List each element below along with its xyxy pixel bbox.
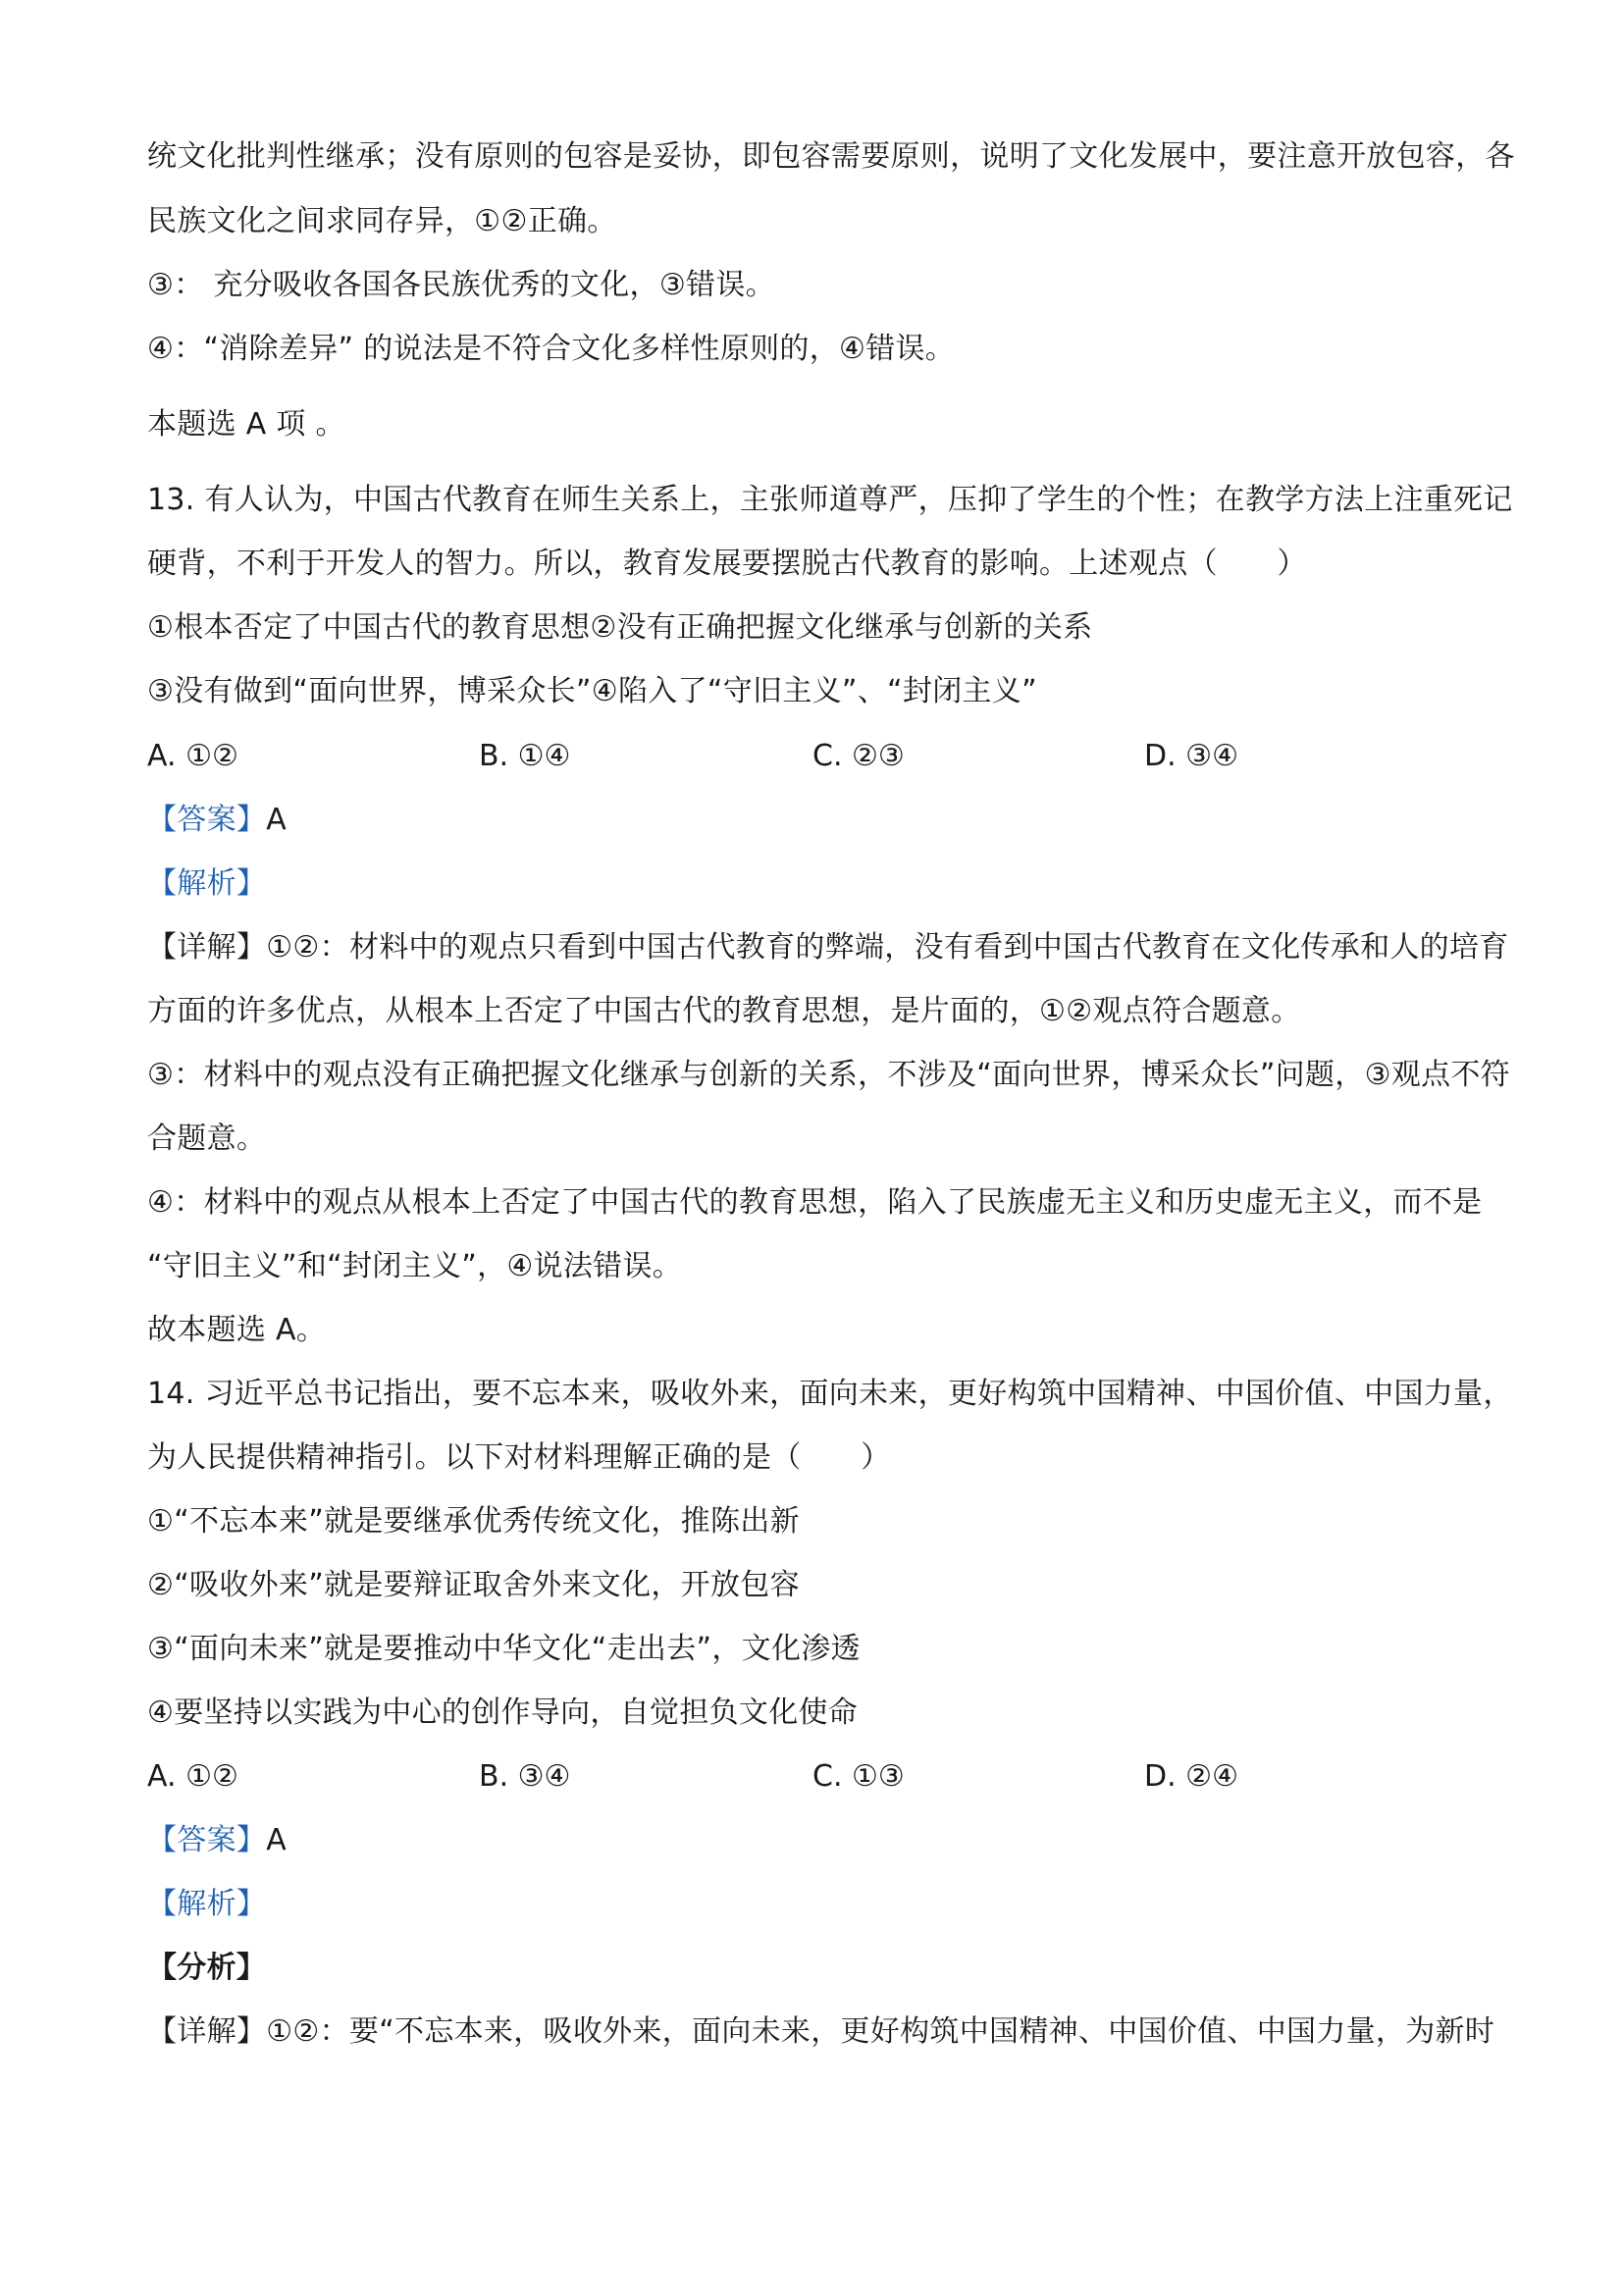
detail-line: 【详解】①②：要“不忘本来，吸收外来，面向未来，更好构筑中国精神、中国价值、中国力量，为新时	[147, 2014, 1495, 2049]
statement-line: ①根本否定了中国古代的教育思想②没有正确把握文化继承与创新的关系	[147, 610, 1093, 645]
answer-tag: 【答案】	[147, 1823, 267, 1857]
question-13-stem: 硬背，不利于开发人的智力。所以，教育发展要摆脱古代教育的影响。上述观点（ ）	[147, 547, 1307, 581]
text-line: 统文化批判性继承；没有原则的包容是妥协，即包容需要原则，说明了文化发展中，要注意开放包容，各	[147, 139, 1515, 174]
text-line: ④：“消除差异” 的说法是不符合文化多样性原则的，④错误。	[147, 332, 956, 366]
detail-line: 【详解】①②：材料中的观点只看到中国古代教育的弊端，没有看到中国古代教育在文化传承和人的培育	[147, 930, 1509, 965]
fenxi-tag: 【分析】	[147, 1951, 267, 1985]
statement-line: ③没有做到“面向世界，博采众长”④陷入了“守旧主义”、“封闭主义”	[147, 674, 1037, 708]
option-a: A. ①②	[147, 739, 238, 773]
statement-line: ③“面向未来”就是要推动中华文化“走出去”，文化渗透	[147, 1632, 861, 1666]
option-a: A. ①②	[147, 1759, 238, 1794]
option-d: D. ③④	[1144, 739, 1238, 773]
statement-line: ②“吸收外来”就是要辩证取舍外来文化，开放包容	[147, 1568, 800, 1602]
answer-line	[147, 1821, 1521, 1860]
answer-value: A	[266, 1823, 288, 1857]
option-c: C. ①③	[812, 1759, 905, 1794]
question-14-stem: 14. 习近平总书记指出，要不忘本来，吸收外来，面向未来，更好构筑中国精神、中国价值、中国力量，	[147, 1377, 1513, 1411]
detail-line: 合题意。	[147, 1122, 267, 1156]
answer-line	[147, 801, 1521, 840]
option-d: D. ②④	[1144, 1759, 1238, 1794]
option-b: B. ③④	[479, 1759, 571, 1794]
detail-line: ③：材料中的观点没有正确把握文化继承与创新的关系，不涉及“面向世界，博采众长”问题，③观点不符	[147, 1058, 1510, 1092]
detail-line: “守旧主义”和“封闭主义”，④说法错误。	[147, 1249, 683, 1283]
detail-line: 故本题选 A。	[147, 1313, 327, 1347]
question-14-stem: 为人民提供精神指引。以下对材料理解正确的是（ ）	[147, 1440, 891, 1475]
text-line: ③： 充分吸收各国各民族优秀的文化，③错误。	[147, 268, 775, 302]
detail-line: ④：材料中的观点从根本上否定了中国古代的教育思想，陷入了民族虚无主义和历史虚无主义，而不是	[147, 1185, 1483, 1220]
option-b: B. ①④	[479, 739, 571, 773]
option-c: C. ②③	[812, 739, 905, 773]
text-line: 民族文化之间求同存异，①②正确。	[147, 204, 617, 238]
statement-line: ④要坚持以实践为中心的创作导向，自觉担负文化使命	[147, 1696, 859, 1730]
question-13-stem: 13. 有人认为，中国古代教育在师生关系上，主张师道尊严，压抑了学生的个性；在教学方法上注重死记	[147, 483, 1513, 517]
detail-line: 方面的许多优点，从根本上否定了中国古代的教育思想，是片面的，①②观点符合题意。	[147, 994, 1301, 1028]
answer-value: A	[266, 803, 288, 837]
text-line: 本题选 A 项 。	[147, 407, 345, 442]
statement-line: ①“不忘本来”就是要继承优秀传统文化，推陈出新	[147, 1504, 800, 1539]
analysis-tag: 【解析】	[147, 866, 267, 901]
analysis-tag: 【解析】	[147, 1887, 267, 1921]
answer-tag: 【答案】	[147, 803, 267, 837]
